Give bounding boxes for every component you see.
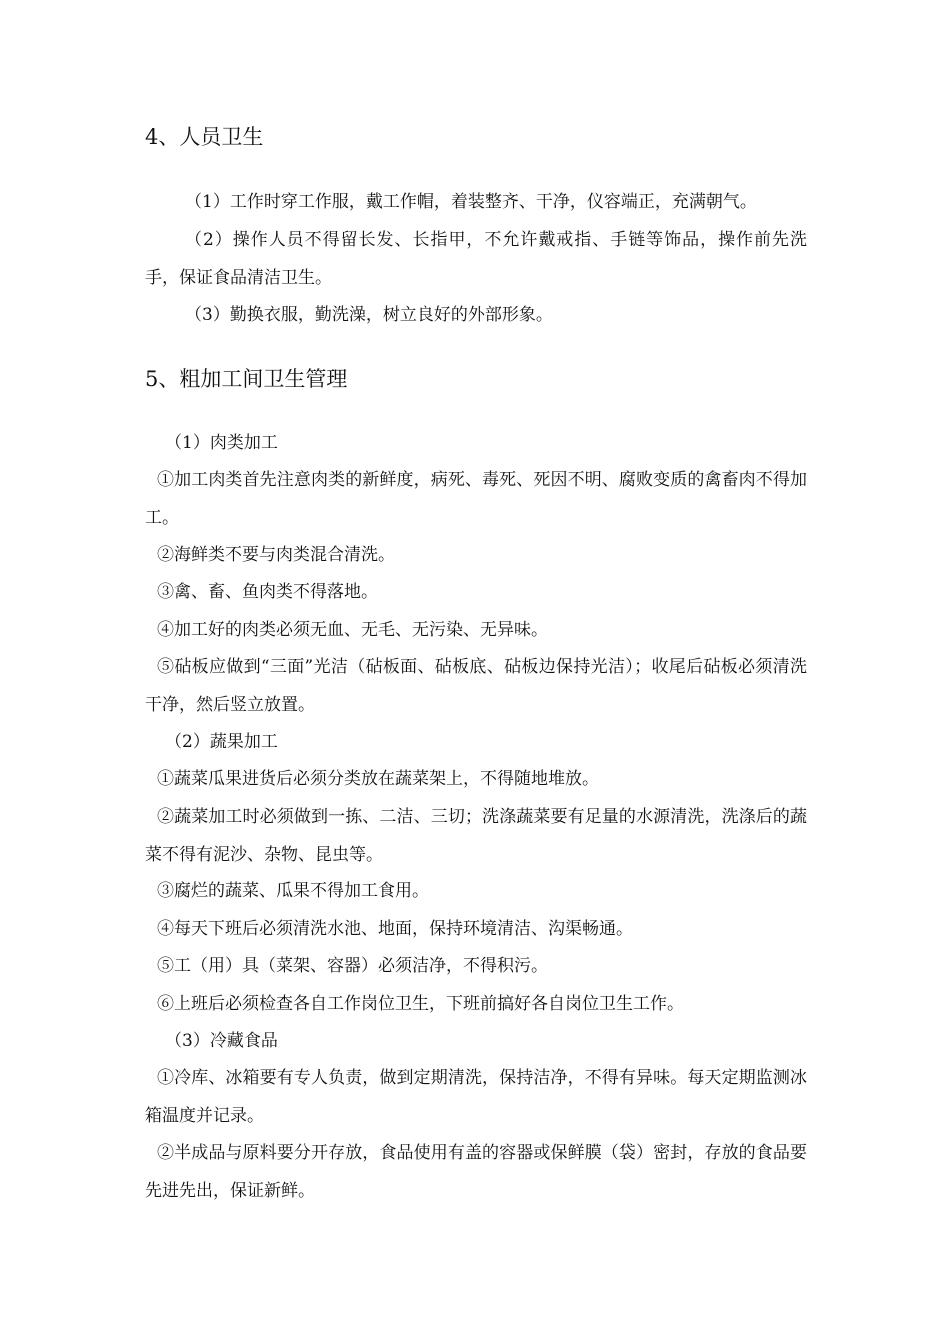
section-4-item-3: （3）勤换衣服，勤洗澡，树立良好的外部形象。 [185,305,553,325]
meat-item-5: ⑤砧板应做到“三面”光洁（砧板面、砧板底、砧板边保持光洁）；收尾后砧板必须清洗干净，然后竖立放置。 [145,657,807,715]
meat-processing-title: （1）肉类加工 [165,433,278,453]
cold-item-2: ②半成品与原料要分开存放，食品使用有盖的容器或保鲜膜（袋）密封，存放的食品要先进先出，保证新鲜。 [145,1143,807,1201]
meat-item-1: ①加工肉类首先注意肉类的新鲜度，病死、毒死、死因不明、腐败变质的禽畜肉不得加工。 [145,470,807,528]
section-4-heading: 4、人员卫生 [145,125,264,149]
veg-item-4: ④每天下班后必须清洗水池、地面，保持环境清洁、沟渠畅通。 [157,919,633,939]
cold-storage-title: （3）冷藏食品 [165,1031,278,1051]
section-5-heading: 5、粗加工间卫生管理 [145,367,348,391]
veg-item-3: ③腐烂的蔬菜、瓜果不得加工食用。 [157,881,429,901]
veg-processing-title: （2）蔬果加工 [165,732,278,752]
section-4-item-2: （2）操作人员不得留长发、长指甲，不允许戴戒指、手链等饰品，操作前先洗手，保证食品清洁卫生。 [145,230,807,288]
cold-item-1: ①冷库、冰箱要有专人负责，做到定期清洗，保持洁净，不得有异味。每天定期监测冰箱温度并记录。 [145,1068,807,1126]
veg-item-2: ②蔬菜加工时必须做到一拣、二洁、三切；洗涤蔬菜要有足量的水源清洗，洗涤后的蔬菜不得有泥沙、杂物、昆虫等。 [145,807,807,865]
meat-item-3: ③禽、畜、鱼肉类不得落地。 [157,582,378,602]
meat-item-2: ②海鲜类不要与肉类混合清洗。 [157,545,395,565]
section-4-item-1: （1）工作时穿工作服，戴工作帽，着装整齐、干净，仪容端正，充满朝气。 [185,192,757,212]
veg-item-5: ⑤工（用）具（菜架、容器）必须洁净，不得积污。 [157,956,548,976]
veg-item-1: ①蔬菜瓜果进货后必须分类放在蔬菜架上，不得随地堆放。 [157,769,599,789]
meat-item-4: ④加工好的肉类必须无血、无毛、无污染、无异味。 [157,620,548,640]
veg-item-6: ⑥上班后必须检查各自工作岗位卫生，下班前搞好各自岗位卫生工作。 [157,994,684,1014]
